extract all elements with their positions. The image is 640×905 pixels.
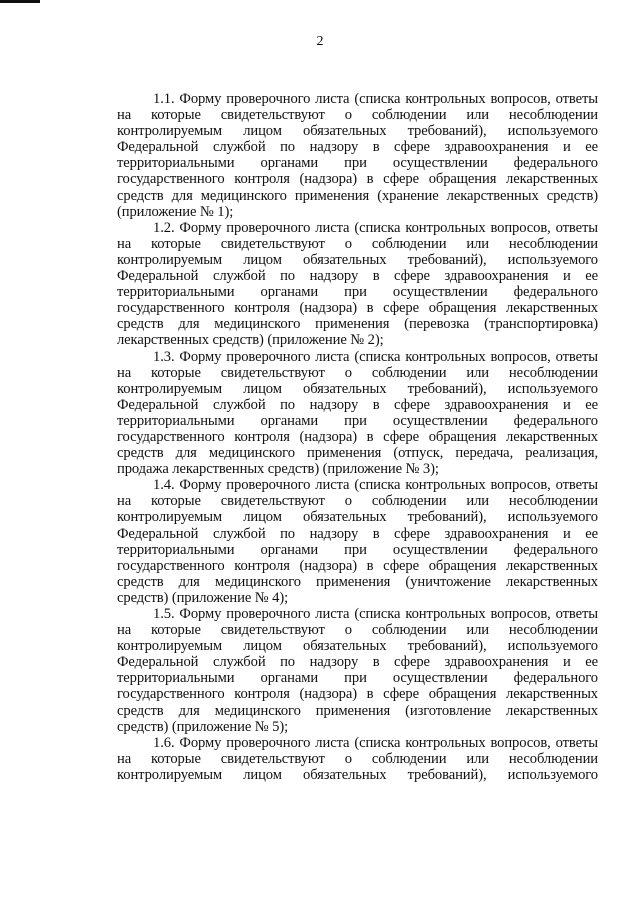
text-line: контролируемым лицом обязательных требований), используемого: [117, 638, 598, 655]
text-line: средств для медицинского применения (перевозка (транспортировка): [117, 316, 598, 333]
text-line: территориальными органами при осуществлении федерального: [117, 412, 598, 429]
text-line: средств для медицинского применения (отпуск, передача, реализация,: [117, 445, 598, 462]
text-line: на которые свидетельствуют о соблюдении или несоблюдении: [117, 493, 598, 510]
scan-corner-mark: [0, 0, 40, 3]
text-line: контролируемым лицом обязательных требований), используемого: [117, 509, 598, 526]
text-line: государственного контроля (надзора) в сфере обращения лекарственных: [117, 428, 598, 445]
text-line: контролируемым лицом обязательных требований), используемого: [117, 766, 598, 783]
text-line: территориальными органами при осуществлении федерального: [117, 541, 598, 558]
text-line: 1.2. Форму проверочного листа (списка контрольных вопросов, ответы: [153, 219, 598, 236]
text-line: Федеральной службой по надзору в сфере здравоохранения и ее: [117, 396, 598, 413]
text-line: территориальными органами при осуществлении федерального: [117, 155, 598, 172]
paragraph-1-1: [117, 91, 598, 220]
text-line: 1.5. Форму проверочного листа (списка контрольных вопросов, ответы: [153, 606, 598, 622]
text-line: территориальными органами при осуществлении федерального: [117, 670, 598, 687]
text-line: средств для медицинского применения (уничтожение лекарственных: [117, 573, 598, 590]
paragraph-1-5: [117, 606, 598, 735]
paragraph-1-4: [117, 477, 598, 606]
text-line: государственного контроля (надзора) в сфере обращения лекарственных: [117, 557, 598, 574]
text-line: на которые свидетельствуют о соблюдении или несоблюдении: [117, 750, 598, 767]
text-line: средств для медицинского применения (хранение лекарственных средств): [117, 187, 598, 204]
text-line: 1.6. Форму проверочного листа (списка контрольных вопросов, ответы: [153, 734, 598, 751]
text-line: Федеральной службой по надзору в сфере здравоохранения и ее: [117, 654, 598, 671]
text-line: продажа лекарственных средств) (приложение № 3);: [117, 461, 439, 478]
text-line: (приложение № 1);: [117, 203, 234, 220]
text-line: контролируемым лицом обязательных требований), используемого: [117, 380, 598, 397]
text-line: 1.3. Форму проверочного листа (списка контрольных вопросов, ответы: [153, 348, 598, 365]
text-line: 1.4. Форму проверочного листа (списка контрольных вопросов, ответы: [153, 477, 598, 494]
text-line: контролируемым лицом обязательных требований), используемого: [117, 123, 598, 140]
page-number: 2: [316, 34, 324, 49]
text-line: средств) (приложение № 4);: [117, 589, 289, 606]
text-line: на которые свидетельствуют о соблюдении или несоблюдении: [117, 107, 598, 124]
text-line: Федеральной службой по надзору в сфере здравоохранения и ее: [117, 525, 598, 542]
document-body: [117, 91, 598, 783]
text-line: средств для медицинского применения (изготовление лекарственных: [117, 702, 598, 719]
text-line: на которые свидетельствуют о соблюдении или несоблюдении: [117, 235, 598, 252]
paragraph-1-2: [117, 220, 598, 349]
text-line: государственного контроля (надзора) в сфере обращения лекарственных: [117, 171, 598, 188]
text-line: государственного контроля (надзора) в сфере обращения лекарственных: [117, 300, 598, 317]
text-line: Федеральной службой по надзору в сфере здравоохранения и ее: [117, 139, 598, 156]
paragraph-1-3: [117, 349, 598, 478]
text-line: на которые свидетельствуют о соблюдении или несоблюдении: [117, 364, 598, 381]
text-line: лекарственных средств) (приложение № 2);: [117, 332, 384, 349]
text-line: государственного контроля (надзора) в сфере обращения лекарственных: [117, 686, 598, 703]
text-line: на которые свидетельствуют о соблюдении или несоблюдении: [117, 622, 598, 639]
text-line: средств) (приложение № 5);: [117, 718, 289, 735]
text-line: контролируемым лицом обязательных требований), используемого: [117, 251, 598, 268]
text-line: Федеральной службой по надзору в сфере здравоохранения и ее: [117, 268, 598, 285]
text-line: территориальными органами при осуществлении федерального: [117, 284, 598, 301]
paragraph-1-6: [117, 735, 598, 783]
text-line: 1.1. Форму проверочного листа (списка контрольных вопросов, ответы: [153, 91, 598, 107]
